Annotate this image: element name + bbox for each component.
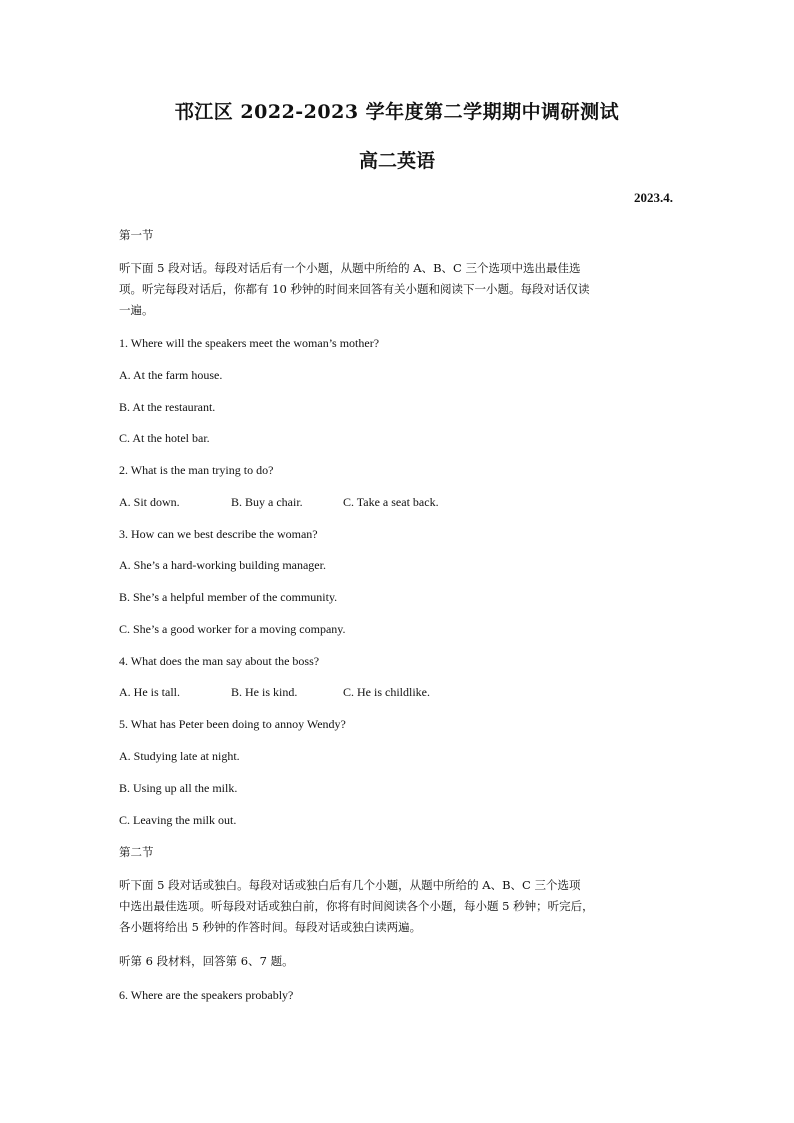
question-3-option-b: B. She’s a helpful member of the community. xyxy=(119,590,338,604)
question-5-option-b: B. Using up all the milk. xyxy=(119,781,238,795)
question-2-option-a: A. Sit down. xyxy=(119,495,180,509)
question-3-option-c: C. She’s a good worker for a moving company. xyxy=(119,622,346,636)
question-5-option-a: A. Studying late at night. xyxy=(119,749,240,763)
question-3: 3. How can we best describe the woman? xyxy=(119,527,318,541)
section1-instruction-line: 听下面 5 段对话。每段对话后有一个小题，从题中所给的 A、B、C 三个选项中选出最佳选 xyxy=(119,261,581,275)
section1-instruction-line: 项。听完每段对话后，你都有 10 秒钟的时间来回答有关小题和阅读下一小题。每段对话仅读 xyxy=(119,282,590,296)
question-4-options xyxy=(119,685,679,699)
section1-instruction-line: 一遍。 xyxy=(119,303,154,317)
question-4-option-c: C. He is childlike. xyxy=(343,685,430,699)
question-1-option-c: C. At the hotel bar. xyxy=(119,431,210,445)
question-2-options xyxy=(119,495,679,509)
page-title: 邗江区 2022-2023 学年度第二学期期中调研测试 xyxy=(174,101,620,123)
question-2: 2. What is the man trying to do? xyxy=(119,463,274,477)
section2-heading: 第二节 xyxy=(119,845,154,859)
question-5-option-c: C. Leaving the milk out. xyxy=(119,813,237,827)
listen-note: 听第 6 段材料，回答第 6、7 题。 xyxy=(119,954,294,968)
question-4-option-a: A. He is tall. xyxy=(119,685,180,699)
question-6: 6. Where are the speakers probably? xyxy=(119,988,294,1002)
question-1-option-b: B. At the restaurant. xyxy=(119,400,216,414)
question-3-option-a: A. She’s a hard-working building manager. xyxy=(119,558,326,572)
exam-date: 2023.4. xyxy=(634,190,673,205)
section2-instruction-line: 听下面 5 段对话或独白。每段对话或独白后有几个小题，从题中所给的 A、B、C 三个选项 xyxy=(119,878,581,892)
section1-heading: 第一节 xyxy=(119,228,154,242)
question-1: 1. Where will the speakers meet the woman’s mother? xyxy=(119,336,380,350)
question-2-option-b: B. Buy a chair. xyxy=(231,495,303,509)
question-1-option-a: A. At the farm house. xyxy=(119,368,223,382)
section2-instruction-line: 中选出最佳选项。听每段对话或独白前，你将有时间阅读各个小题，每小题 5 秒钟；听完后， xyxy=(119,899,594,913)
section2-instruction-line: 各小题将给出 5 秒钟的作答时间。每段对话或独白读两遍。 xyxy=(119,920,422,934)
question-4: 4. What does the man say about the boss? xyxy=(119,654,320,668)
question-2-option-c: C. Take a seat back. xyxy=(343,495,439,509)
page-subtitle: 高二英语 xyxy=(358,150,435,172)
question-5: 5. What has Peter been doing to annoy Wendy? xyxy=(119,717,346,731)
question-4-option-b: B. He is kind. xyxy=(231,685,298,699)
